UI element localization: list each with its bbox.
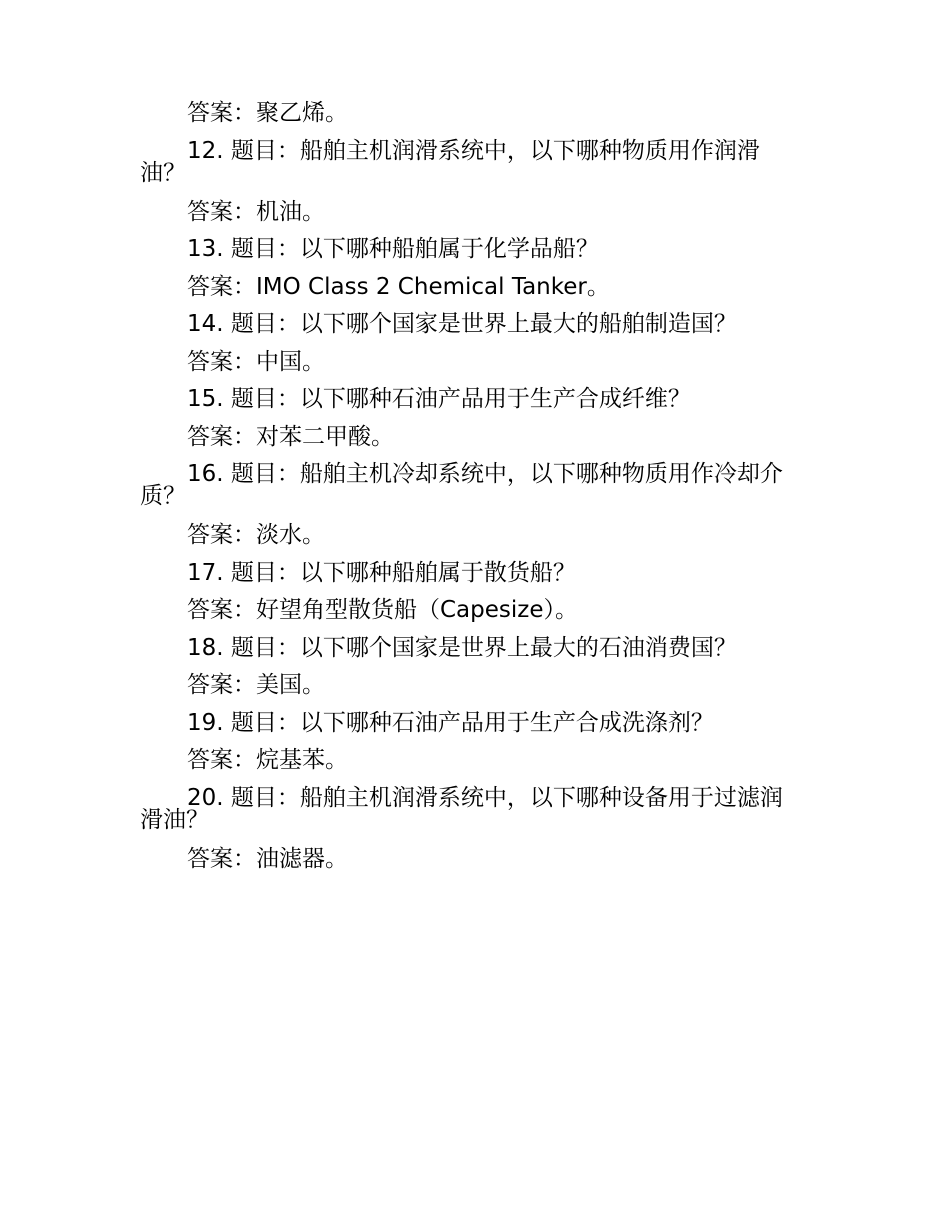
answer-14: 答案：中国。 <box>187 348 325 375</box>
question-13: 13. 题目：以下哪种船舶属于化学品船？ <box>187 236 599 262</box>
question-20: 20. 题目：船舶主机润滑系统中，以下哪种设备用于过滤润滑油？ <box>140 784 783 833</box>
answer-19: 答案：烷基苯。 <box>187 747 348 773</box>
question-18: 18. 题目：以下哪个国家是世界上最大的石油消费国？ <box>187 634 737 661</box>
answer-17: 答案：好望角型散货船（Capesize）。 <box>187 597 578 623</box>
question-15: 15. 题目：以下哪种石油产品用于生产合成纤维？ <box>187 386 691 412</box>
answer-18: 答案：美国。 <box>187 672 325 698</box>
answer-12: 答案：机油。 <box>187 198 325 225</box>
answer-15: 答案：对苯二甲酸。 <box>187 423 394 450</box>
question-16: 16. 题目：船舶主机冷却系统中，以下哪种物质用作冷却介质？ <box>140 461 783 509</box>
answer-20: 答案：油滤器。 <box>187 845 348 872</box>
question-12: 12. 题目：船舶主机润滑系统中，以下哪种物质用作润滑油？ <box>140 137 760 186</box>
document-body <box>140 102 804 885</box>
answer-16: 答案：淡水。 <box>187 522 325 548</box>
answer-11: 答案：聚乙烯。 <box>187 100 348 126</box>
answer-13: 答案：IMO Class 2 Chemical Tanker。 <box>187 273 610 300</box>
question-19: 19. 题目：以下哪种石油产品用于生产合成洗涤剂？ <box>187 709 714 736</box>
question-17: 17. 题目：以下哪种船舶属于散货船？ <box>187 559 576 586</box>
question-14: 14. 题目：以下哪个国家是世界上最大的船舶制造国？ <box>187 311 737 337</box>
